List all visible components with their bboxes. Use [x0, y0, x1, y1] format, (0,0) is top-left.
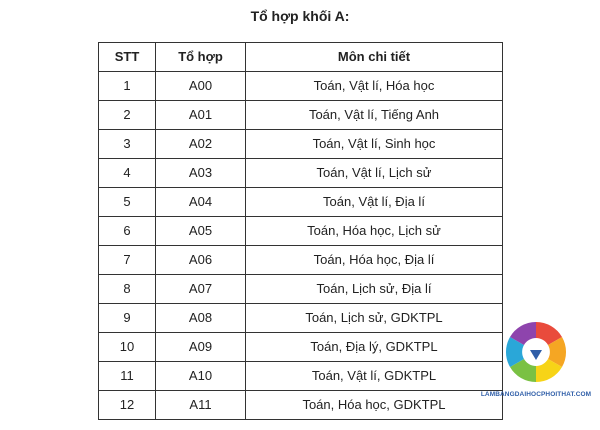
cell-subjects: Toán, Hóa học, Lịch sử [246, 217, 503, 246]
cell-stt: 2 [99, 101, 156, 130]
cell-subjects: Toán, Hóa học, Địa lí [246, 246, 503, 275]
cell-subjects: Toán, Vật lí, GDKTPL [246, 362, 503, 391]
cell-stt: 7 [99, 246, 156, 275]
page-title: Tổ hợp khối A: [250, 8, 350, 24]
cell-subjects: Toán, Vật lí, Địa lí [246, 188, 503, 217]
table-row [99, 101, 503, 130]
cell-combination-code: A03 [156, 159, 246, 188]
cell-combination-code: A06 [156, 246, 246, 275]
cell-combination-code: A08 [156, 304, 246, 333]
cell-stt: 1 [99, 72, 156, 101]
cell-stt: 6 [99, 217, 156, 246]
cell-combination-code: A10 [156, 362, 246, 391]
cell-subjects: Toán, Hóa học, GDKTPL [246, 391, 503, 420]
cell-subjects: Toán, Lịch sử, Địa lí [246, 275, 503, 304]
table-row [99, 188, 503, 217]
column-header-subjects: Môn chi tiết [246, 43, 503, 72]
cell-stt: 3 [99, 130, 156, 159]
cell-subjects: Toán, Vật lí, Hóa học [246, 72, 503, 101]
table-row [99, 246, 503, 275]
table-row [99, 391, 503, 420]
table-row [99, 275, 503, 304]
cell-stt: 12 [99, 391, 156, 420]
cell-combination-code: A07 [156, 275, 246, 304]
cell-stt: 9 [99, 304, 156, 333]
cell-stt: 4 [99, 159, 156, 188]
table-row [99, 304, 503, 333]
table-header-row [99, 43, 503, 72]
cell-combination-code: A00 [156, 72, 246, 101]
circular-swirl-logo-icon [502, 318, 570, 386]
cell-combination-code: A11 [156, 391, 246, 420]
cell-stt: 10 [99, 333, 156, 362]
cell-combination-code: A05 [156, 217, 246, 246]
watermark-logo [474, 318, 598, 408]
table-row [99, 130, 503, 159]
table-row [99, 333, 503, 362]
cell-combination-code: A09 [156, 333, 246, 362]
cell-combination-code: A02 [156, 130, 246, 159]
table-row [99, 217, 503, 246]
table-row [99, 362, 503, 391]
cell-combination-code: A04 [156, 188, 246, 217]
watermark-text: LAMBANGDAIHOCPHOITHAT.COM [480, 391, 592, 398]
table-body [99, 72, 503, 420]
table-row [99, 72, 503, 101]
cell-subjects: Toán, Lịch sử, GDKTPL [246, 304, 503, 333]
cell-combination-code: A01 [156, 101, 246, 130]
table-row [99, 159, 503, 188]
subject-combination-table [98, 42, 503, 420]
column-header-stt: STT [99, 43, 156, 72]
cell-subjects: Toán, Vật lí, Lịch sử [246, 159, 503, 188]
cell-stt: 8 [99, 275, 156, 304]
cell-stt: 5 [99, 188, 156, 217]
cell-subjects: Toán, Địa lý, GDKTPL [246, 333, 503, 362]
cell-subjects: Toán, Vật lí, Tiếng Anh [246, 101, 503, 130]
column-header-combination: Tổ hợp [156, 43, 246, 72]
cell-subjects: Toán, Vật lí, Sinh học [246, 130, 503, 159]
cell-stt: 11 [99, 362, 156, 391]
